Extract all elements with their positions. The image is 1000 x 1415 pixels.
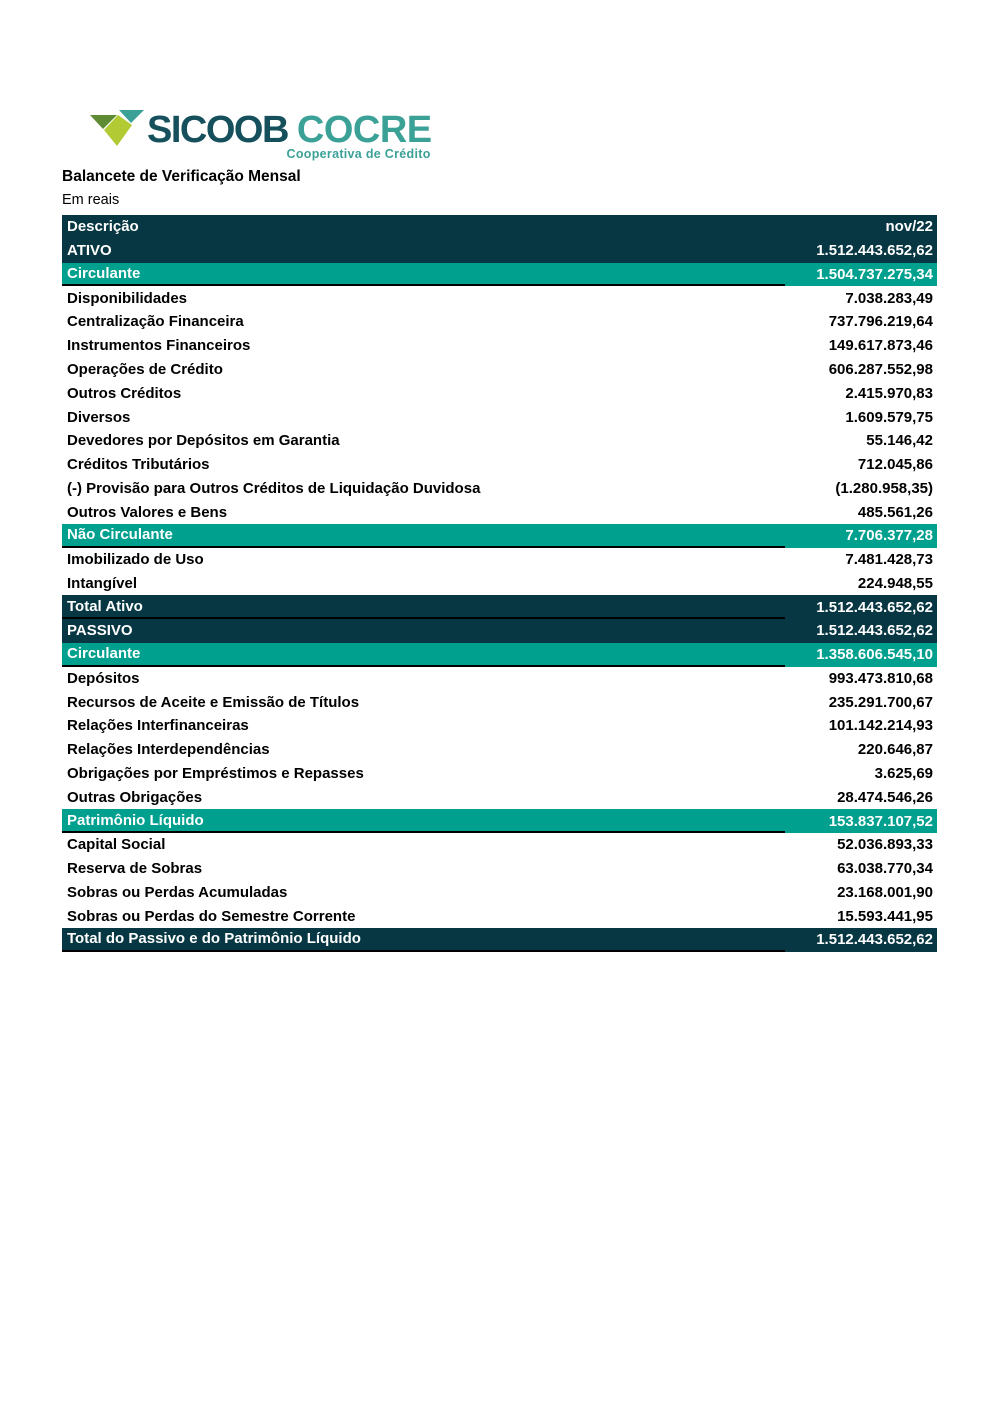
table-row [62,880,937,904]
table-row [62,429,937,453]
row-value: 485.561,26 [857,503,933,521]
row-value: 55.146,42 [866,432,933,450]
table-row [62,857,937,881]
row-label: Diversos [67,408,131,426]
row-label: Circulante [62,643,785,667]
row-label: Obrigações por Empréstimos e Repasses [67,764,364,782]
table-body [62,239,937,952]
table-row [62,619,937,643]
row-label: Operações de Crédito [67,360,223,378]
row-value: 3.625,69 [874,764,933,782]
row-value: 101.142.214,93 [828,717,933,735]
row-label: Reserva de Sobras [67,860,203,878]
table-row [62,833,937,857]
row-value: 1.512.443.652,62 [816,242,933,260]
row-label: ATIVO [67,242,112,260]
row-value: 7.706.377,28 [845,527,933,545]
table-row [62,809,937,833]
table-row [62,690,937,714]
brand-text [147,103,432,161]
table-row [62,476,937,500]
table-row [62,571,937,595]
row-label: Créditos Tributários [67,456,210,474]
row-label: Sobras ou Perdas Acumuladas [67,883,288,901]
table-row [62,263,937,287]
table-row [62,500,937,524]
row-label: Sobras ou Perdas do Semestre Corrente [67,907,356,925]
row-label: Relações Interfinanceiras [67,717,249,735]
table-row [62,405,937,429]
brand-tagline: Cooperativa de Crédito [286,147,431,161]
row-value: 224.948,55 [857,574,933,592]
table-row [62,762,937,786]
row-value: 606.287.552,98 [828,360,933,378]
row-label: Outras Obrigações [67,788,203,806]
logo [88,103,432,161]
brand-name-sicoob: SICOOB [147,109,288,151]
row-label: Imobilizado de Uso [67,551,204,569]
column-header-description: Descrição [67,218,139,236]
row-label: Devedores por Depósitos em Garantia [67,432,340,450]
table-row [62,358,937,382]
row-value: 52.036.893,33 [837,836,933,854]
table-row [62,239,937,263]
row-label: Centralização Financeira [67,313,244,331]
row-value: 1.609.579,75 [845,408,933,426]
row-label: Total Ativo [62,595,785,619]
row-label: Instrumentos Financeiros [67,337,251,355]
table-row [62,738,937,762]
column-header-period: nov/22 [885,218,933,236]
table-row [62,928,937,952]
row-value: 63.038.770,34 [837,860,933,878]
row-value: 1.512.443.652,62 [816,931,933,949]
balance-table [62,215,937,952]
row-label: Patrimônio Líquido [62,809,785,833]
row-label: Outros Créditos [67,384,182,402]
row-value: 1.358.606.545,10 [816,646,933,664]
row-label: (-) Provisão para Outros Créditos de Liquidação Duvidosa [67,479,481,497]
row-value: 993.473.810,68 [828,669,933,687]
row-label: Outros Valores e Bens [67,503,228,521]
table-row [62,310,937,334]
row-label: Circulante [62,263,785,287]
table-row [62,904,937,928]
row-label: Não Circulante [62,524,785,548]
row-value: 1.504.737.275,34 [816,265,933,283]
row-label: Depósitos [67,669,140,687]
row-value: 7.038.283,49 [845,289,933,307]
row-value: 1.512.443.652,62 [816,622,933,640]
row-value: 7.481.428,73 [845,551,933,569]
table-row [62,667,937,691]
row-value: 235.291.700,67 [828,693,933,711]
table-row [62,381,937,405]
row-label: Disponibilidades [67,289,188,307]
brand-name [147,111,432,149]
row-value: (1.280.958,35) [835,479,933,497]
row-value: 28.474.546,26 [837,788,933,806]
row-value: 149.617.873,46 [828,337,933,355]
row-label: PASSIVO [67,622,133,640]
table-row [62,714,937,738]
table-row [62,643,937,667]
row-label: Capital Social [67,836,166,854]
row-value: 23.168.001,90 [837,883,933,901]
document-title: Balancete de Verificação Mensal [62,168,301,185]
table-row [62,595,937,619]
row-label: Total do Passivo e do Patrimônio Líquido [62,928,785,952]
table-row [62,334,937,358]
row-value: 737.796.219,64 [828,313,933,331]
row-value: 2.415.970,83 [845,384,933,402]
row-value: 1.512.443.652,62 [816,598,933,616]
table-row [62,548,937,572]
row-value: 220.646,87 [857,741,933,759]
row-value: 153.837.107,52 [828,812,933,830]
table-header-row [62,215,937,239]
table-row [62,524,937,548]
row-label: Recursos de Aceite e Emissão de Títulos [67,693,360,711]
row-label: Intangível [67,574,138,592]
table-row [62,286,937,310]
sicoob-logo-icon [88,106,145,154]
row-label: Relações Interdependências [67,741,270,759]
document-currency-note: Em reais [62,192,120,208]
row-value: 15.593.441,95 [837,907,933,925]
table-row [62,785,937,809]
row-value: 712.045,86 [857,456,933,474]
brand-name-cocre: COCRE [296,109,432,151]
table-row [62,453,937,477]
